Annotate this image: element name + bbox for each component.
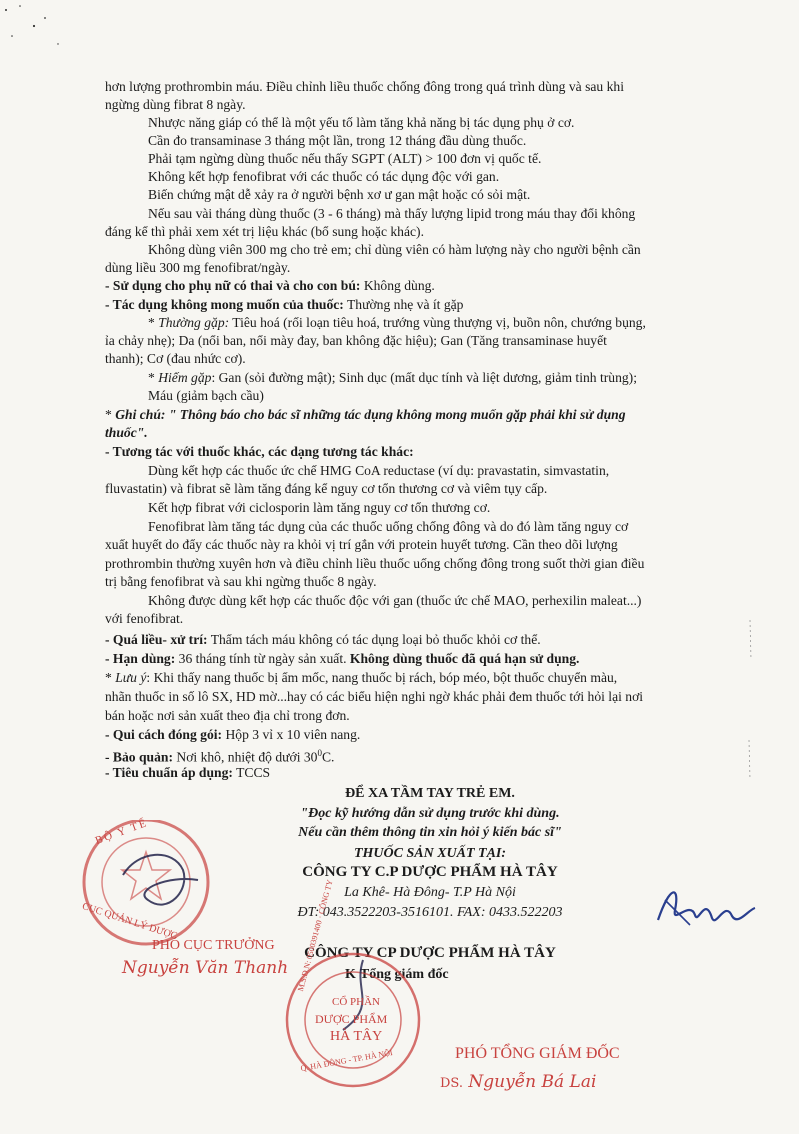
keep-away-warning: ĐỂ XA TẦM TAY TRẺ EM. [345,786,515,801]
margin-marks [735,600,765,800]
section-standard [105,764,755,781]
section-text: Thường nhẹ và ít gặp [343,297,464,312]
name-text: Nguyễn Bá Lai [468,1072,597,1092]
text-line [105,669,755,686]
section-text: Không dùng. [360,278,435,293]
text-line: Không được dùng kết hợp các thuốc độc với gan (thuốc ức chế MAO, perhexilin maleat...) [148,593,642,608]
section-heading: - Bảo quản: [105,749,173,765]
text-line: Fenofibrat làm tăng tác dụng của các thuốc uống chống đông và do đó làm tăng nguy cơ [148,519,629,534]
bullet: * [148,370,159,385]
section-side-effects [105,296,755,313]
name-prefix: DS. [440,1076,463,1091]
company-signature-name: CÔNG TY CP DƯỢC PHẨM HÀ TÂY [304,945,556,961]
section-pregnancy [105,277,755,294]
director-label: Tổng giám đốc [359,967,449,982]
manufacturer-address: La Khê- Hà Đông- T.P Hà Nội [344,885,516,900]
section-text: C. [321,749,335,765]
text-line: Máu (giảm bạch cầu) [148,388,264,403]
text-line: đáng kể thì phải xem xét trị liệu khác (bổ sung hoặc khác). [105,224,424,239]
note-line [105,406,755,423]
director-prefix: K [345,967,356,982]
ministry-seal-bottom-text: CỤC QUẢN LÝ DƯỢC [80,900,179,943]
text-line: nhãn thuốc in số lô SX, HD mờ...hay có các biểu hiện nghi ngờ khác phải đem thuốc tới hỏi lại nơi [105,689,644,704]
section-overdose [105,631,755,648]
section-heading: - Tương tác với thuốc khác, các dạng tương tác khác: [105,444,414,459]
label-rare: Hiếm gặp [158,370,212,385]
made-at-label: THUỐC SẢN XUẤT TẠI: [353,846,507,861]
text-line: Dùng kết hợp các thuốc ức chế HMG CoA reductase (ví dụ: pravastatin, simvastatin, [148,463,610,478]
text-line: bán hoặc nơi sản xuất theo địa chỉ trong đơn. [105,708,350,723]
section-interactions [105,443,755,460]
read-instructions: Nếu cần thêm thông tin xin hỏi ý kiến bác sĩ" [298,825,562,840]
text-line: ngừng dùng fibrat 8 ngày. [105,97,246,112]
section-heading: - Tiêu chuẩn áp dụng: [105,765,233,780]
expiry-warning: Không dùng thuốc đã quá hạn sử dụng. [349,651,580,666]
signature-icon [650,880,760,935]
company-seal-line: HÀ TÂY [330,1029,383,1044]
deputy-director-name [440,1072,596,1092]
bullet: * [105,670,116,685]
section-heading: - Sử dụng cho phụ nữ có thai và cho con bú: [105,278,361,293]
company-seal-line: DƯỢC PHẨM [315,1012,388,1026]
vice-director-title: PHÓ CỤC TRƯỞNG [152,938,275,953]
manufacturer-name: CÔNG TY C.P DƯỢC PHẨM HÀ TÂY [302,864,558,880]
text-line: Kết hợp fibrat với ciclosporin làm tăng nguy cơ tổn thương cơ. [148,500,491,515]
bullet: * [148,315,159,330]
deputy-director-title: PHÓ TỔNG GIÁM ĐỐC [455,1045,620,1062]
text-line: hơn lượng prothrombin máu. Điều chỉnh liều thuốc chống đông trong quá trình dùng và sau khi [105,79,624,94]
text-line: dùng liều 300 mg fenofibrat/ngày. [105,260,291,275]
text-line: thanh); Cơ (đau nhức cơ). [105,351,246,366]
text-line [148,314,798,331]
note-line [105,424,755,441]
section-text: Thẩm tách máu không có tác dụng loại bỏ thuốc khỏi cơ thể. [207,632,541,647]
manufacturer-phone: ĐT: 043.3522203-3516101. FAX: 0433.522203 [297,905,563,920]
section-heading: - Qui cách đóng gói: [105,727,223,742]
section-text: TCCS [232,765,271,780]
text-line: trị bằng fenofibrat và sau khi ngừng thuốc 8 ngày. [105,574,377,589]
section-storage [105,745,755,766]
section-expiry [105,650,755,667]
section-heading: - Hạn dùng: [105,651,176,666]
text-line: Phải tạm ngừng dùng thuốc nếu thấy SGPT (ALT) > 100 đơn vị quốc tế. [148,151,542,166]
text: : Gan (sỏi đường mật); Sinh dục (mất dục tính và liệt dương, giảm tinh trùng); [211,370,637,385]
section-heading: - Tác dụng không mong muốn của thuốc: [105,297,344,312]
read-instructions: "Đọc kỹ hướng dẫn sử dụng trước khi dùng. [300,806,560,821]
bullet: * [105,407,116,422]
text-line: Nhược năng giáp có thể là một yếu tố làm tăng khả năng bị tác dụng phụ ở cơ. [148,115,575,130]
text-line: ỉa chảy nhẹ); Da (nổi ban, nổi mày đay, ban không đặc hiệu); Gan (Tăng transaminase huyết [105,333,607,348]
section-text: Nơi khô, nhiệt độ dưới 30 [173,749,318,765]
text-line: xuất huyết do đẩy các thuốc này ra khỏi vị trí gắn với protein huyết tương. Cần theo dõi lượng [105,537,618,552]
text-line: Cần đo transaminase 3 tháng một lần, trong 12 tháng đầu dùng thuốc. [148,133,527,148]
text-line: Nếu sau vài tháng dùng thuốc (3 - 6 tháng) mà thấy lượng lipid trong máu thay đổi không [148,206,636,221]
note-text: Ghi chú: " Thông báo cho bác sĩ những tác dụng không mong muốn gặp phải khi sử dụng [115,407,626,422]
vice-director-name: Nguyễn Văn Thanh [122,958,289,978]
section-heading: - Quá liều- xử trí: [105,632,208,647]
label-note: Lưu ý [115,670,147,685]
text-line: với fenofibrat. [105,611,184,626]
company-seal-line: CỔ PHẦN [332,996,380,1008]
text-line: Không kết hợp fenofibrat với các thuốc có tác dụng độc với gan. [148,169,500,184]
ministry-seal-icon [78,820,278,980]
section-text: Hộp 3 vỉ x 10 viên nang. [222,727,361,742]
degree-sup: 0 [317,748,322,758]
text-line: fluvastatin) và fibrat sẽ làm tăng đáng kể nguy cơ tổn thương cơ và viêm tụy cấp. [105,481,548,496]
label-common: Thường gặp: [158,315,230,330]
text-line: Không dùng viên 300 mg cho trẻ em; chỉ dùng viên có hàm lượng này cho người bệnh cần [148,242,641,257]
text: : Khi thấy nang thuốc bị ẩm mốc, nang thuốc bị rách, bóp méo, bột thuốc chuyển màu, [146,670,618,685]
text-line [148,369,798,386]
ministry-seal-top-text: BỘ Y TẾ [93,816,150,848]
text-line: Biến chứng mật dễ xảy ra ở người bệnh xơ ư gan mật hoặc có sỏi mật. [148,187,531,202]
text-line: prothrombin thường xuyên hơn và điều chỉnh liều thuốc uống chống đông trong suốt thời gian điều [105,556,645,571]
text: Tiêu hoá (rối loạn tiêu hoá, trướng vùng thượng vị, buồn nôn, chướng bụng, [229,315,646,330]
section-packaging [105,726,755,743]
scan-specks [0,0,80,60]
section-text: 36 tháng tính từ ngày sản xuất. [175,651,350,666]
note-text: thuốc". [105,425,148,440]
company-seal-ring-text: M.S.D.N: 0500391400 · CÔNG TY [296,878,335,993]
company-seal-bottom-text: Q. HÀ ĐÔNG - TP. HÀ NỘI [299,1047,394,1074]
